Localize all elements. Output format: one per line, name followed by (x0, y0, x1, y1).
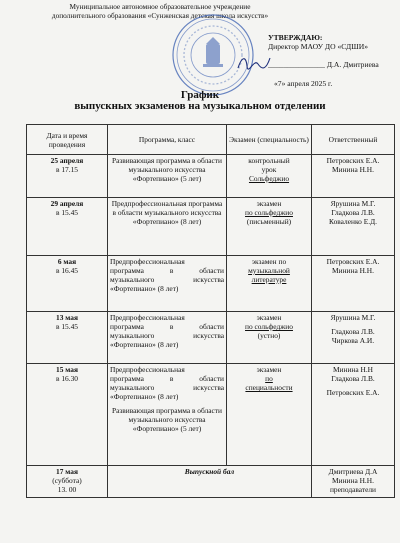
cell-event (108, 466, 312, 498)
responsible-name: Петровских Е.А. (326, 156, 380, 165)
exam-line: специальности (245, 383, 293, 392)
cell-responsible (312, 364, 395, 466)
time: в 16.30 (56, 374, 78, 383)
cell-program (108, 312, 227, 364)
cell-responsible (312, 466, 395, 498)
responsible-name: преподаватели (329, 485, 377, 494)
table-row (27, 198, 395, 256)
cell-exam (227, 364, 312, 466)
event-name: Выпускной бал (184, 467, 235, 476)
cell-date (27, 198, 108, 256)
cell-responsible (312, 198, 395, 256)
cell-program (108, 155, 227, 198)
cell-date (27, 155, 108, 198)
document-title (40, 90, 360, 112)
date: 15 мая (56, 365, 78, 374)
program-line: программа в области (110, 374, 224, 383)
time: в 16.45 (56, 266, 78, 275)
exam-line: Сольфеджио (248, 174, 290, 183)
responsible-name: Минина Н.Н. (332, 165, 374, 174)
responsible-name: Чиркова А.И. (331, 336, 375, 345)
exam-line: контрольный (248, 156, 290, 165)
exam-line: по сольфеджио (245, 322, 293, 331)
table-row (27, 256, 395, 312)
responsible-name: Минина Н.Н. (332, 266, 374, 275)
program-line: «Фортепиано» (8 лет) (110, 392, 179, 401)
responsible-name: Гладкова Л.В. (331, 374, 375, 383)
responsible-name: Ярушина М.Г. (330, 313, 376, 322)
cell-exam (227, 198, 312, 256)
exam-line: по (265, 374, 273, 383)
responsible-name: Минина Н.Н (332, 365, 374, 374)
exam-line: экзамен (256, 365, 282, 374)
date: 13 мая (56, 313, 78, 322)
exam-line: по сольфеджио (245, 208, 293, 217)
exam-line: музыкальной (248, 266, 290, 275)
program-line: Предпрофессиональная (110, 313, 185, 322)
date: 17 мая (56, 467, 78, 476)
time: в 17.15 (56, 165, 78, 174)
cell-program (108, 364, 227, 466)
responsible-name: Ярушина М.Г. (330, 199, 376, 208)
day-of-week: (суббота) (52, 476, 82, 485)
cell-responsible (312, 256, 395, 312)
time: 13. 00 (57, 485, 77, 494)
subtitle-line: выпускных экзаменов на музыкальном отделении (74, 100, 326, 112)
responsible-name: Дмитриева Д.А (328, 467, 378, 476)
exam-line: литературе (251, 275, 287, 284)
exam-line: (устно) (257, 331, 281, 340)
table-row (27, 155, 395, 198)
responsible-name: Минина Н.Н. (332, 476, 374, 485)
program-line: «Фортепиано» (8 лет) (110, 340, 179, 349)
cell-date (27, 312, 108, 364)
approval-block (268, 33, 398, 88)
exam-line: урок (261, 165, 277, 174)
org-line-1: Муниципальное автономное образовательное учреждение (69, 2, 251, 11)
program-line: музыкального искусства (110, 275, 224, 284)
exam-line: экзамен по (251, 257, 287, 266)
col-header-exam: Экзамен (специальность) (227, 125, 312, 155)
responsible-name: Гладкова Л.В. (331, 208, 375, 217)
program-line: «Фортепиано» (8 лет) (110, 284, 179, 293)
col-header-responsible: Ответственный (312, 125, 395, 155)
program-line: Предпрофессиональная (110, 257, 185, 266)
table-header-row (27, 125, 395, 155)
program-text: Развивающая программа в области музыкального искусства «Фортепиано» (5 лет) (112, 406, 222, 433)
cell-exam (227, 155, 312, 198)
program-line: Предпрофессиональная (110, 365, 185, 374)
exam-line: экзамен (256, 313, 282, 322)
cell-exam (227, 256, 312, 312)
approval-title: УТВЕРЖДАЮ: (268, 33, 323, 42)
approval-signatory: _______________ Д.А. Дмитриева (268, 60, 379, 69)
program-text: Предпрофессиональная программа в области музыкального искусства «Фортепиано» (8 лет) (111, 199, 223, 226)
table-row (27, 364, 395, 466)
responsible-name: Петровских Е.А. (326, 388, 380, 397)
date: 29 апреля (50, 199, 84, 208)
cell-date (27, 466, 108, 498)
time: в 15.45 (56, 322, 78, 331)
cell-program (108, 198, 227, 256)
exam-line: экзамен (256, 199, 282, 208)
program-line: программа в области (110, 322, 224, 331)
exam-line: (письменный) (246, 217, 292, 226)
approval-position: Директор МАОУ ДО «СДШИ» (268, 42, 369, 51)
title-line: График (180, 89, 220, 101)
responsible-name: Коваленко Е.Д. (329, 217, 377, 226)
date: 6 мая (57, 257, 77, 266)
time: в 15.45 (56, 208, 78, 217)
table-row (27, 312, 395, 364)
program-line: музыкального искусства (110, 331, 224, 340)
approval-date: «7» апреля 2025 г. (274, 79, 333, 88)
cell-program (108, 256, 227, 312)
org-line-2: дополнительного образования «Сунженская детская школа искусств» (51, 11, 269, 20)
cell-date (27, 364, 108, 466)
cell-exam (227, 312, 312, 364)
responsible-name: Гладкова Л.В. (331, 327, 375, 336)
date: 25 апреля (50, 156, 84, 165)
exam-schedule-table (26, 124, 395, 498)
cell-responsible (312, 155, 395, 198)
program-line: программа в области (110, 266, 224, 275)
cell-date (27, 256, 108, 312)
col-header-program: Программа, класс (108, 125, 227, 155)
col-header-date: Дата и время проведения (27, 125, 108, 155)
table-row (27, 466, 395, 498)
cell-responsible (312, 312, 395, 364)
program-text: Развивающая программа в области музыкального искусства «Фортепиано» (5 лет) (112, 156, 222, 183)
program-line: музыкального искусства (110, 383, 224, 392)
responsible-name: Петровских Е.А. (326, 257, 380, 266)
